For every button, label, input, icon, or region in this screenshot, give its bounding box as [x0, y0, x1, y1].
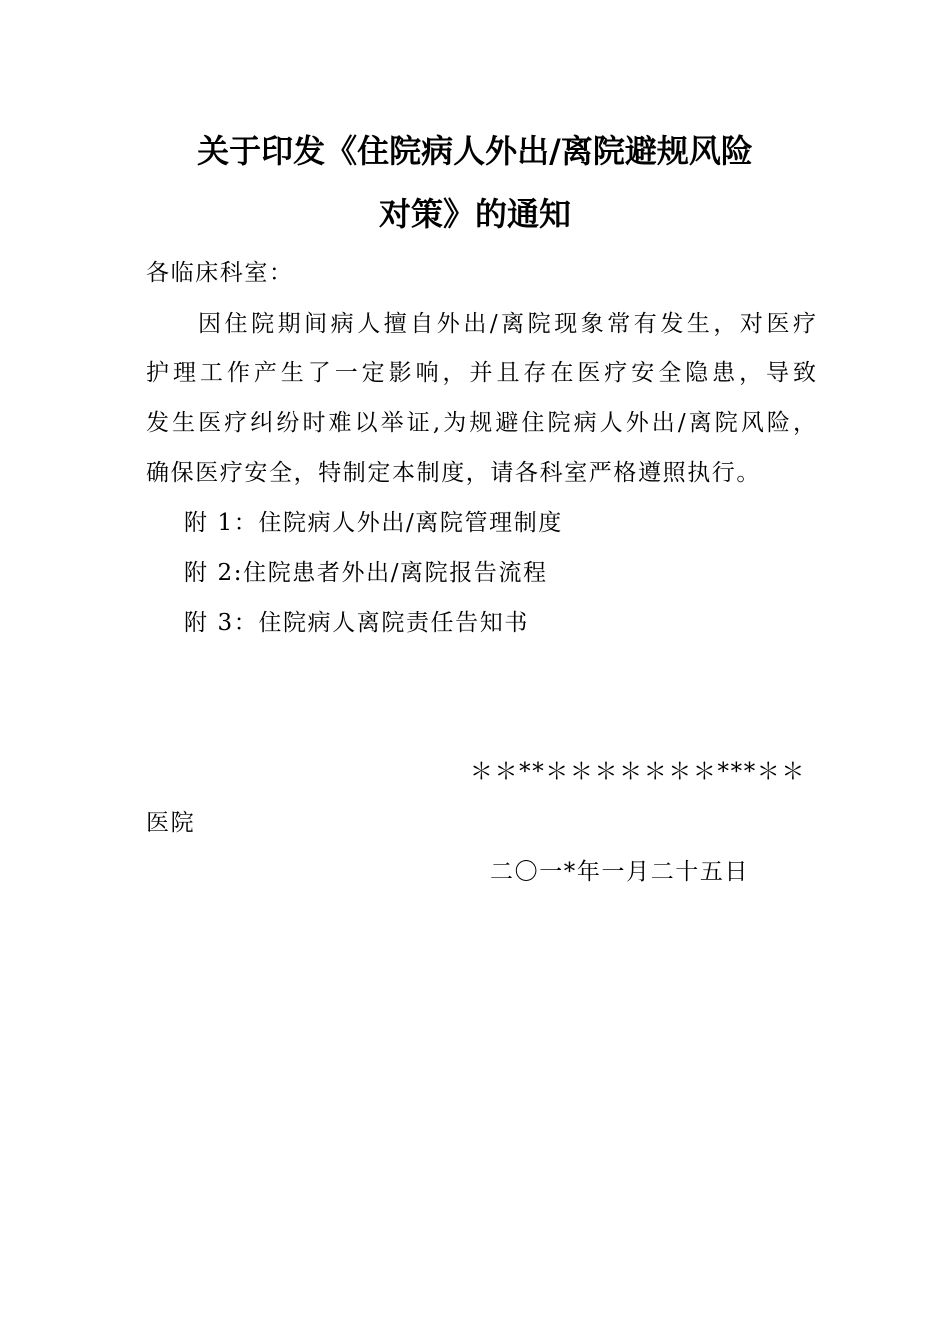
document-title-line-1: 关于印发《住院病人外出/离院避规风险: [197, 132, 753, 170]
salutation: 各临床科室：: [146, 260, 294, 286]
body-line: 因住院期间病人擅自外出/离院现象常有发生，对医疗: [198, 311, 816, 337]
document-title-line-2: 对策》的通知: [378, 195, 571, 233]
body-line: 护理工作产生了一定影响，并且存在医疗安全隐患，导致: [146, 360, 816, 386]
document-date: 二〇一*年一月二十五日: [490, 859, 750, 885]
body-line: 确保医疗安全，特制定本制度，请各科室严格遵照执行。: [146, 460, 761, 486]
attachment-item: 附 3：住院病人离院责任告知书: [184, 610, 529, 636]
attachment-item: 附 1：住院病人外出/离院管理制度: [184, 510, 563, 536]
body-line: 发生医疗纠纷时难以举证,为规避住院病人外出/离院风险，: [146, 410, 816, 436]
attachment-item: 附 2:住院患者外出/离院报告流程: [184, 560, 548, 586]
signature-organization: 医院: [146, 810, 196, 836]
signature-masked-name: ＊＊**＊＊＊＊＊＊＊***＊＊: [469, 759, 806, 785]
